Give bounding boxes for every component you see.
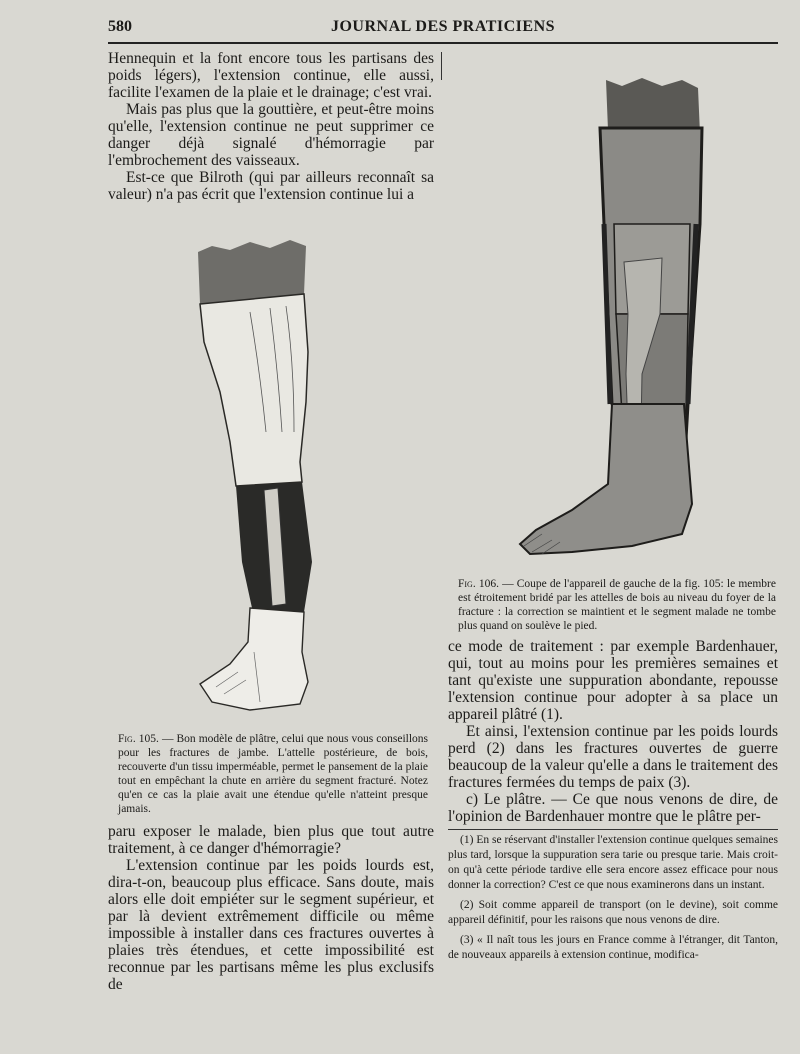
paragraph: paru exposer le malade, bien plus que tout autre traitement, à ce danger d'hémorragie?: [108, 823, 434, 857]
caption-text: — Coupe de l'appareil de gauche de la fig. 105: le membre est étroitement bridé par les attelles de bois au niveau du foyer de la fracture : la correction se maintient et le segment malade ne tombe plus quand on soulève le pied.: [458, 578, 776, 632]
footnotes: [448, 833, 778, 968]
journal-title: JOURNAL DES PRATICIENS: [330, 18, 556, 35]
footnote: (2) Soit comme appareil de transport (on le devine), soit comme appareil définitif, pour les raisons que nous venons de dire.: [448, 899, 778, 926]
page-number: 580: [108, 18, 132, 35]
column-divider: [441, 52, 442, 80]
figure-105-illustration: [190, 232, 330, 720]
foot: [520, 404, 692, 554]
paragraph: L'extension continue par les poids lourds est, dira-t-on, beaucoup plus efficace. Sans doute, mais alors elle doit empiéter sur le segment supérieur, et par là devient extrêmement difficile ou même impossible à installer dans ces fractures ouvertes à plaies très étendues, et cette impossibilité est reconnue par les partisans même les plus exclusifs de: [108, 857, 434, 993]
figure-106-caption: [458, 577, 776, 633]
footnote: (1) En se réservant d'installer l'extension continue quelques semaines plus tard, lorsque la suppuration sera tarie ou presque tarie. Mais croit-on qu'à cette période tardive elle sera encore assez efficace pour nous donner la correction? C'est ce que nous examinerons dans un instant.: [448, 834, 778, 891]
right-column-text: [448, 638, 778, 825]
paragraph: Est-ce que Bilroth (qui par ailleurs reconnaît sa valeur) n'a pas écrit que l'extension continue lui a: [108, 169, 434, 203]
figure-106-illustration: [512, 74, 742, 570]
paragraph: Mais pas plus que la gouttière, et peut-être moins qu'elle, l'extension continue ne peut supprimer ce danger déjà signalé d'hémorragie par l'embrochement des vaisseaux.: [108, 101, 434, 169]
figure-105-caption: [118, 732, 428, 816]
plaster-cast: [200, 294, 308, 486]
figure-label: Fig. 106.: [458, 578, 499, 590]
footnote: (3) « Il naît tous les jours en France comme à l'étranger, dit Tanton, de nouveaux appareils à extension continue, modifica-: [448, 934, 778, 961]
bandage-top: [198, 240, 306, 304]
paragraph: Hennequin et la font encore tous les partisans des poids légers), l'extension continue, elle aussi, facilite l'examen de la plaie et le drainage; c'est vrai.: [108, 50, 434, 101]
running-header: [108, 14, 778, 40]
left-column-top: [108, 50, 434, 203]
bandage-top: [606, 78, 700, 134]
figure-label: Fig. 105.: [118, 733, 159, 745]
caption-text: — Bon modèle de plâtre, celui que nous vous conseillons pour les fractures de jambe. L'attelle postérieure, de bois, recouverte d'un tissu imperméable, permet le pansement de la plaie tout en empêchant la chute en arrière du segment fracturé. Notez qu'en ce cas la plaie avait une étendue qu'elle n'atteint presque jamais.: [118, 733, 429, 815]
left-column-bottom: [108, 823, 434, 993]
header-rule: [108, 42, 778, 44]
paragraph: c) Le plâtre. — Ce que nous venons de dire, de l'opinion de Bardenhauer montre que le plâtre per-: [448, 791, 778, 825]
foot: [200, 608, 308, 710]
paragraph: Et ainsi, l'extension continue par les poids lourds perd (2) dans les fractures ouvertes de guerre beaucoup de la valeur qu'elle a dans le traitement des fractures fermées du temps de paix (3).: [448, 723, 778, 791]
footnote-rule: [448, 829, 778, 830]
paragraph: ce mode de traitement : par exemple Bardenhauer, qui, tout au moins pour les premières semaines et tant qu'existe une suppuration abondante, repousse l'extension continue pour adopter à sa place un appareil plâtré (1).: [448, 638, 778, 723]
